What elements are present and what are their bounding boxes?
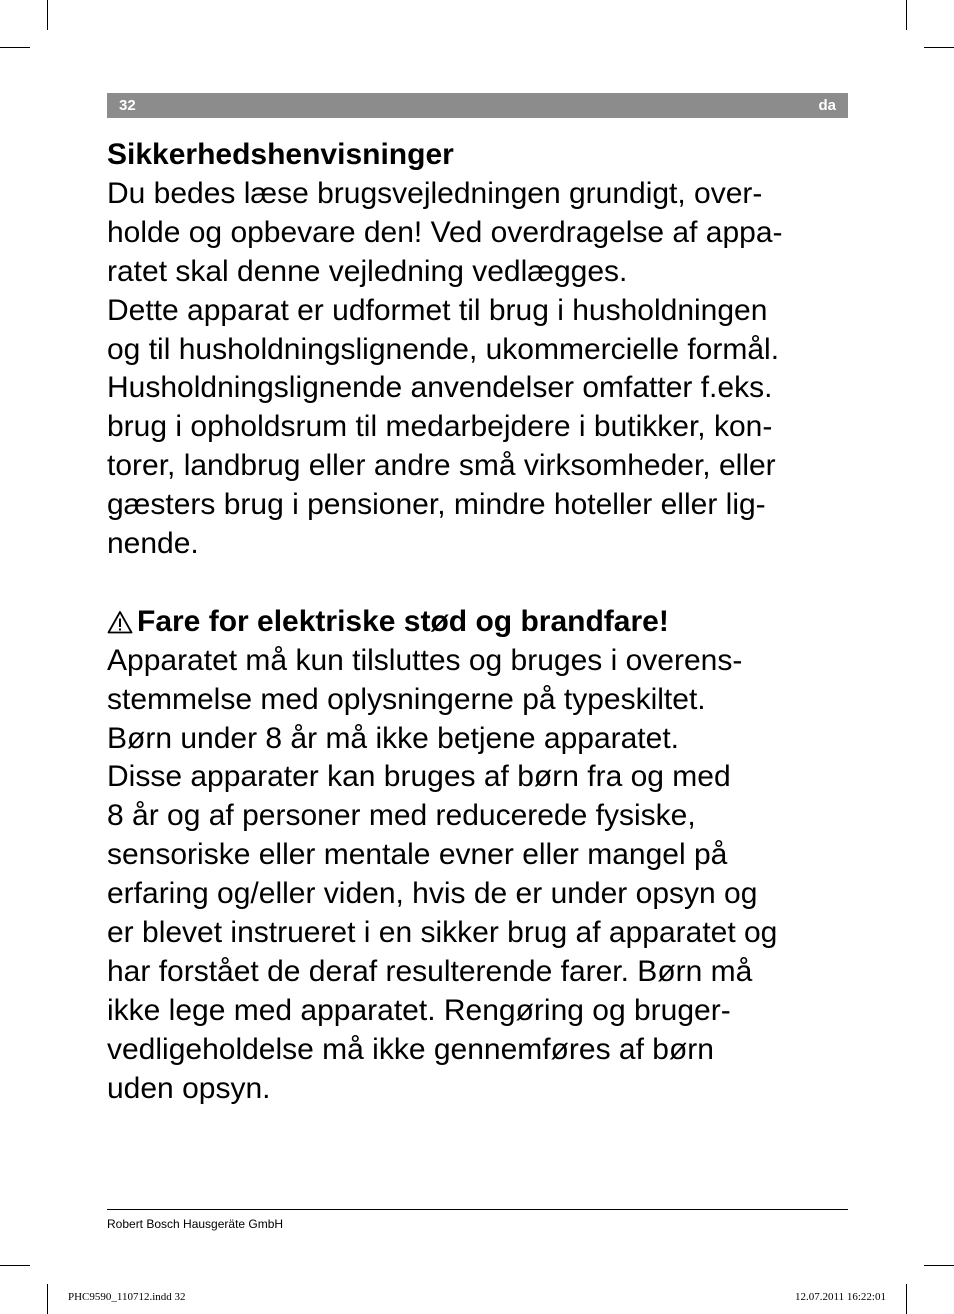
- crop-mark: [47, 0, 48, 30]
- crop-mark: [924, 1265, 954, 1266]
- text-line: nende.: [107, 527, 199, 561]
- page-header-bar: [107, 93, 848, 118]
- page-content: [107, 136, 852, 1109]
- text-line: Disse apparater kan bruges af børn fra og med: [107, 760, 731, 794]
- text-line: gæsters brug i pensioner, mindre hoteller eller lig-: [107, 488, 766, 522]
- text-line: ikke lege med apparatet. Rengøring og bruger-: [107, 993, 731, 1027]
- safety-heading: Sikkerhedshenvisninger: [107, 138, 454, 171]
- crop-mark: [0, 47, 30, 48]
- slug-timestamp: 12.07.2011 16:22:01: [795, 1291, 886, 1303]
- text-line: er blevet instrueret i en sikker brug af apparatet og: [107, 916, 778, 950]
- text-line: torer, landbrug eller andre små virksomheder, eller: [107, 449, 776, 483]
- text-line: holde og opbevare den! Ved overdragelse af appa-: [107, 215, 783, 249]
- text-line: Apparatet må kun tilsluttes og bruges i overens-: [107, 643, 743, 677]
- crop-mark: [0, 1265, 30, 1266]
- language-code: da: [818, 97, 836, 114]
- paragraph-gap: [107, 564, 852, 603]
- text-line: Husholdningslignende anvendelser omfatter f.eks.: [107, 371, 773, 405]
- text-line: sensoriske eller mentale evner eller mangel på: [107, 838, 728, 872]
- crop-mark: [47, 1284, 48, 1314]
- page-number: 32: [119, 97, 136, 114]
- text-line: Dette apparat er udformet til brug i husholdningen: [107, 293, 768, 327]
- footer-divider: [107, 1209, 848, 1210]
- text-line: vedligeholdelse må ikke gennemføres af børn: [107, 1032, 714, 1066]
- crop-mark: [906, 1284, 907, 1314]
- footer-company: Robert Bosch Hausgeräte GmbH: [107, 1217, 284, 1231]
- text-line: Børn under 8 år må ikke betjene apparatet.: [107, 721, 679, 755]
- safety-paragraph: [107, 175, 852, 564]
- warning-heading: [107, 603, 852, 642]
- text-line: stemmelse med oplysningerne på typeskiltet.: [107, 682, 706, 716]
- text-line: 8 år og af personer med reducerede fysiske,: [107, 799, 696, 833]
- text-line: erfaring og/eller viden, hvis de er under opsyn og: [107, 877, 758, 911]
- warning-paragraph: [107, 642, 852, 1109]
- crop-mark: [924, 47, 954, 48]
- text-line: uden opsyn.: [107, 1071, 271, 1105]
- warning-triangle-icon: [107, 603, 137, 642]
- text-line: Du bedes læse brugsvejledningen grundigt, over-: [107, 176, 763, 210]
- text-line: ratet skal denne vejledning vedlægges.: [107, 254, 628, 288]
- text-line: brug i opholdsrum til medarbejdere i butikker, kon-: [107, 410, 773, 444]
- text-line: har forstået de deraf resulterende farer. Børn må: [107, 955, 753, 989]
- text-line: og til husholdningslignende, ukommercielle formål.: [107, 332, 780, 366]
- slug-filename: PHC9590_110712.indd 32: [68, 1291, 186, 1303]
- warning-title: Fare for elektriske stød og brandfare!: [137, 604, 669, 638]
- crop-mark: [906, 0, 907, 30]
